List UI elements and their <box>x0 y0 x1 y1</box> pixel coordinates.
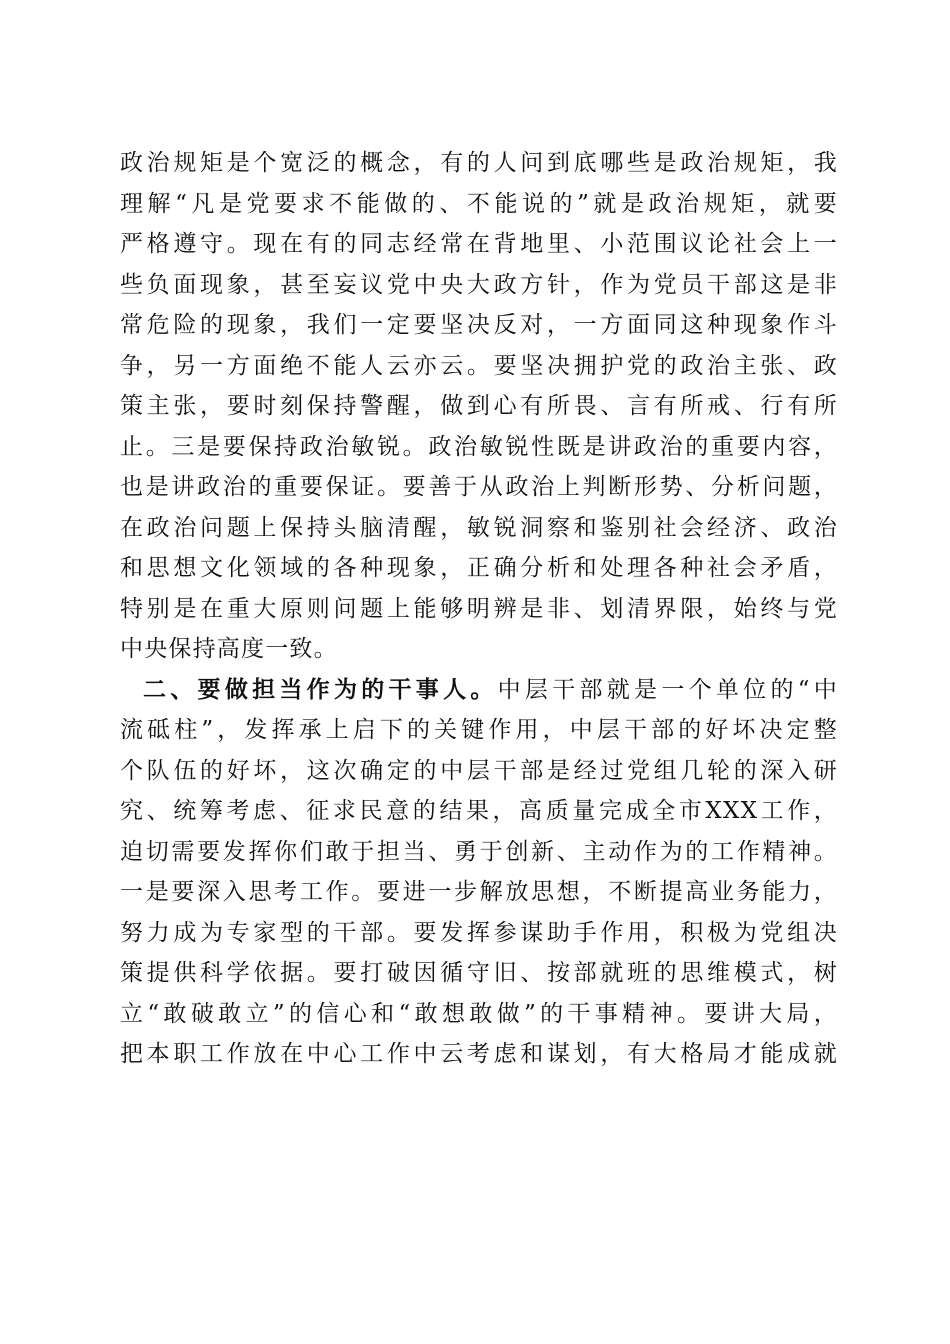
section-heading: 二、要做担当作为的干事人。 <box>143 675 498 703</box>
text-line: 一是要深入思考工作。要进一步解放思想，不断提高业务能力， <box>120 879 838 905</box>
text-line: 迫切需要发挥你们敢于担当、勇于创新、主动作为的工作精神。 <box>120 838 838 865</box>
text-line: 些负面现象，甚至妄议党中央大政方针，作为党员干部这是非 <box>120 271 838 298</box>
text-line: 究、统筹考虑、征求民意的结果，高质量完成全市XXX工作， <box>120 798 838 824</box>
text-line: 策提供科学依据。要打破因循守旧、按部就班的思维模式，树 <box>120 960 838 986</box>
text-line: 政治规矩是个宽泛的概念，有的人问到底哪些是政治规矩，我 <box>120 150 838 176</box>
text-line: 和思想文化领域的各种现象，正确分析和处理各种社会矛盾， <box>120 555 838 581</box>
text-line: 止。三是要保持政治敏锐。政治敏锐性既是讲政治的重要内容， <box>120 433 838 460</box>
text-line: 中央保持高度一致。 <box>120 636 338 662</box>
text-line: 努力成为专家型的干部。要发挥参谋助手作用，积极为党组决 <box>120 919 838 946</box>
text-line: 常危险的现象，我们一定要坚决反对，一方面同这种现象作斗 <box>120 312 838 338</box>
text-line: 争，另一方面绝不能人云亦云。要坚决拥护党的政治主张、政 <box>120 352 838 379</box>
text-line: 在政治问题上保持头脑清醒，敏锐洞察和鉴别社会经济、政治 <box>120 514 838 541</box>
document-body <box>120 143 838 1075</box>
text-line: 特别是在重大原则问题上能够明辨是非、划清界限，始终与党 <box>120 595 838 622</box>
section-heading-line <box>120 670 838 711</box>
text-line: 严格遵守。现在有的同志经常在背地里、小范围议论社会上一 <box>120 231 838 257</box>
text-line: 流砥柱”，发挥承上启下的关键作用，中层干部的好坏决定整 <box>120 717 838 743</box>
text-line: 把本职工作放在中心工作中云考虑和谋划，有大格局才能成就 <box>120 1041 838 1067</box>
text-line: 理解“凡是党要求不能做的、不能说的”就是政治规矩，就要 <box>120 190 838 217</box>
section-heading-rest: 中层干部就是一个单位的“中 <box>497 676 838 703</box>
text-line: 个队伍的好坏，这次确定的中层干部是经过党组几轮的深入研 <box>120 757 838 784</box>
text-line: 立“敢破敢立”的信心和“敢想敢做”的干事精神。要讲大局， <box>120 1000 838 1027</box>
text-line: 策主张，要时刻保持警醒，做到心有所畏、言有所戒、行有所 <box>120 393 838 419</box>
text-line: 也是讲政治的重要保证。要善于从政治上判断形势、分析问题， <box>120 474 838 500</box>
